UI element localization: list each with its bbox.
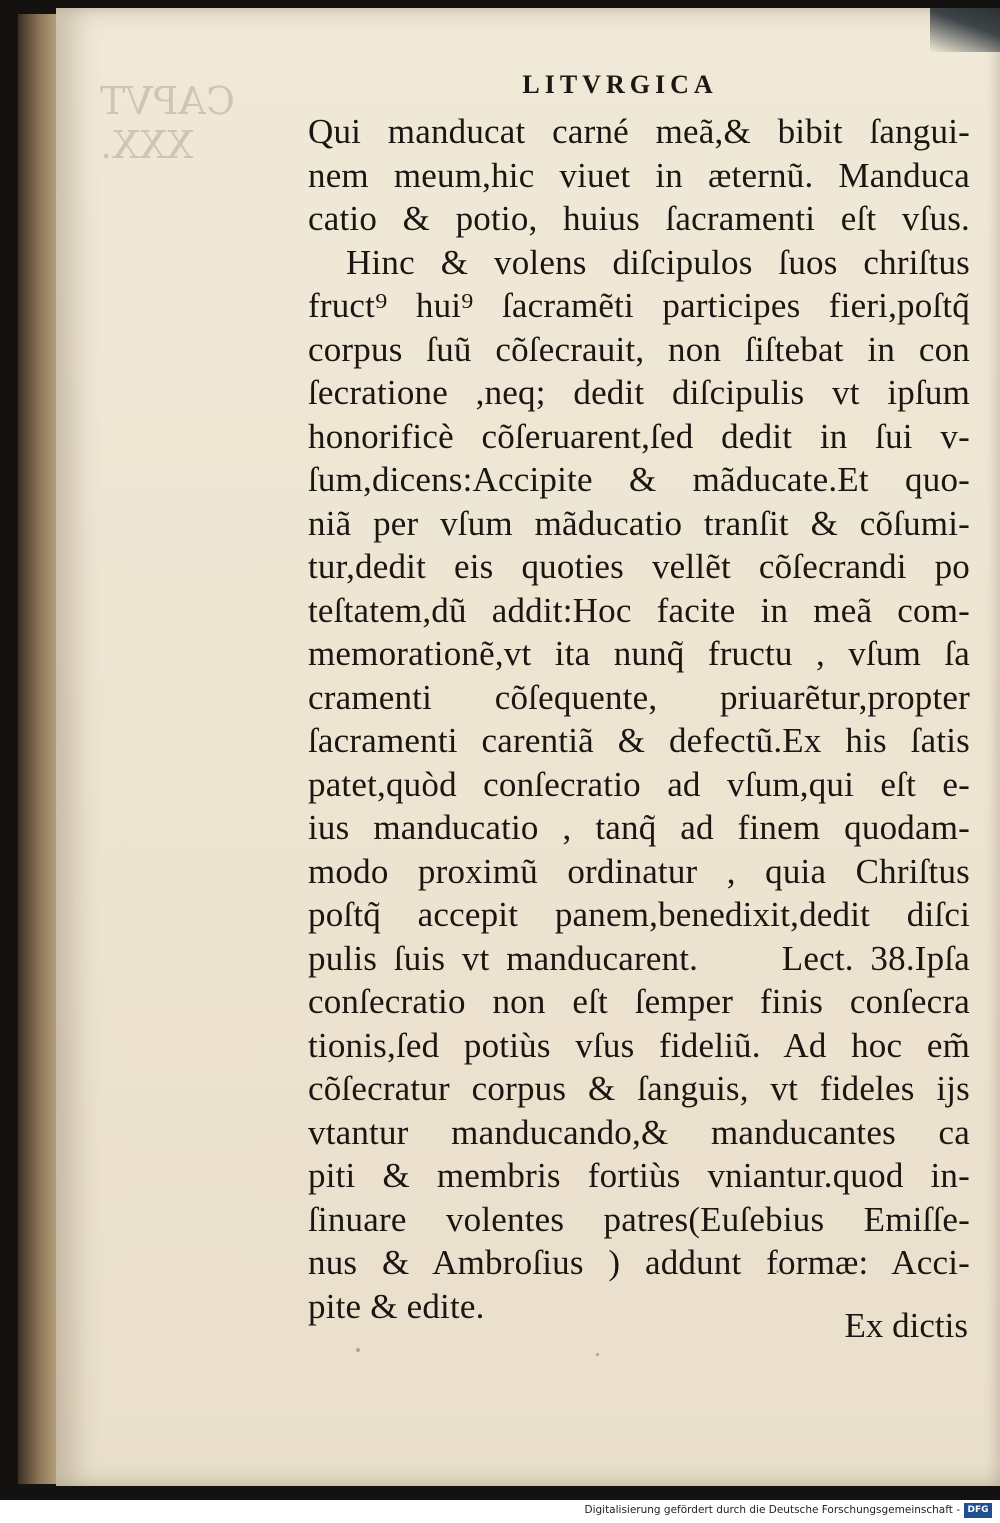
paper-speck [596, 1353, 599, 1356]
funding-credit: Digitalisierung gefördert durch die Deutsche Forschungsgemeinschaft - [584, 1504, 960, 1516]
text-line: cramenti cõſequente, priuarẽtur,propter [308, 677, 970, 717]
text-line: ſum,dicens:Accipite & mãducate.Et quo- [308, 460, 970, 499]
text-line: ſecratione ,neq; dedit diſcipulis vt ipſum [308, 373, 970, 412]
text-line: tur,dedit eis quoties vellẽt cõſecrandi po [308, 547, 970, 586]
text-line: memorationẽ,vt ita nunq̃ fructu , vſum ſa [308, 634, 970, 673]
text-line: fruct⁹ hui⁹ ſacramẽti participes fieri,poſtq̃ [308, 286, 970, 325]
text-line: patet,quòd conſecratio ad vſum,qui eſt e- [308, 764, 970, 804]
body-text [308, 110, 970, 1328]
text-line: cõſecratur corpus & ſanguis, vt fideles ijs [308, 1069, 970, 1108]
text-line: piti & membris fortiùs vniantur.quod in- [308, 1156, 970, 1195]
bleed-through-line: CAPVT [100, 79, 235, 123]
text-line: tionis,ſed potiùs vſus fideliũ. Ad hoc em̃ [308, 1025, 970, 1065]
footer-bar [0, 1500, 1000, 1523]
text-line: conſecratio non eſt ſemper finis conſecra [308, 982, 970, 1021]
paper-speck [356, 1348, 360, 1352]
bleed-through-line: XXX. [100, 122, 194, 167]
page-corner-shadow [930, 8, 1000, 52]
text-line: honorificè cõſeruarent,ſed dedit in ſui v- [308, 416, 970, 456]
text-line: poſtq̃ accepit panem,benedixit,dedit diſci [308, 895, 970, 934]
catchword: Ex dictis [844, 1306, 968, 1345]
text-line: ſinuare volentes patres(Euſebius Emiſſe- [308, 1199, 970, 1239]
text-line: corpus ſuũ cõſecrauit, non ſiſtebat in con [308, 329, 970, 369]
text-line: vtantur manducando,& manducantes ca [308, 1112, 970, 1152]
text-line: teſtatem,dũ addit:Hoc facite in meã com- [308, 590, 970, 630]
text-line: pite & edite. [308, 1286, 485, 1326]
text-line: ius manducatio , tanq̃ ad finem quodam- [308, 808, 970, 847]
text-line: niã per vſum mãducatio tranſit & cõſumi- [308, 503, 970, 543]
dfg-logo: DFG [964, 1503, 992, 1518]
running-head: LITVRGICA [522, 70, 718, 99]
text-line: Hinc & volens diſcipulos ſuos chriſtus [346, 242, 970, 282]
text-line: pulis ſuis vt manducarent. Lect. 38.Ipſa [308, 938, 970, 978]
text-line: modo proximũ ordinatur , quia Chriſtus [308, 851, 970, 891]
text-line: ſacramenti carentiã & defectũ.Ex his ſatis [308, 721, 970, 760]
text-line: nus & Ambroſius ) addunt formæ: Acci- [308, 1243, 970, 1282]
text-line: nem meum,hic viuet in æternũ. Manduca [308, 155, 970, 195]
text-line: catio & potio, huius ſacramenti eſt vſus. [308, 199, 970, 238]
text-line: Qui manducat carné meã,& bibit ſangui- [308, 112, 970, 151]
